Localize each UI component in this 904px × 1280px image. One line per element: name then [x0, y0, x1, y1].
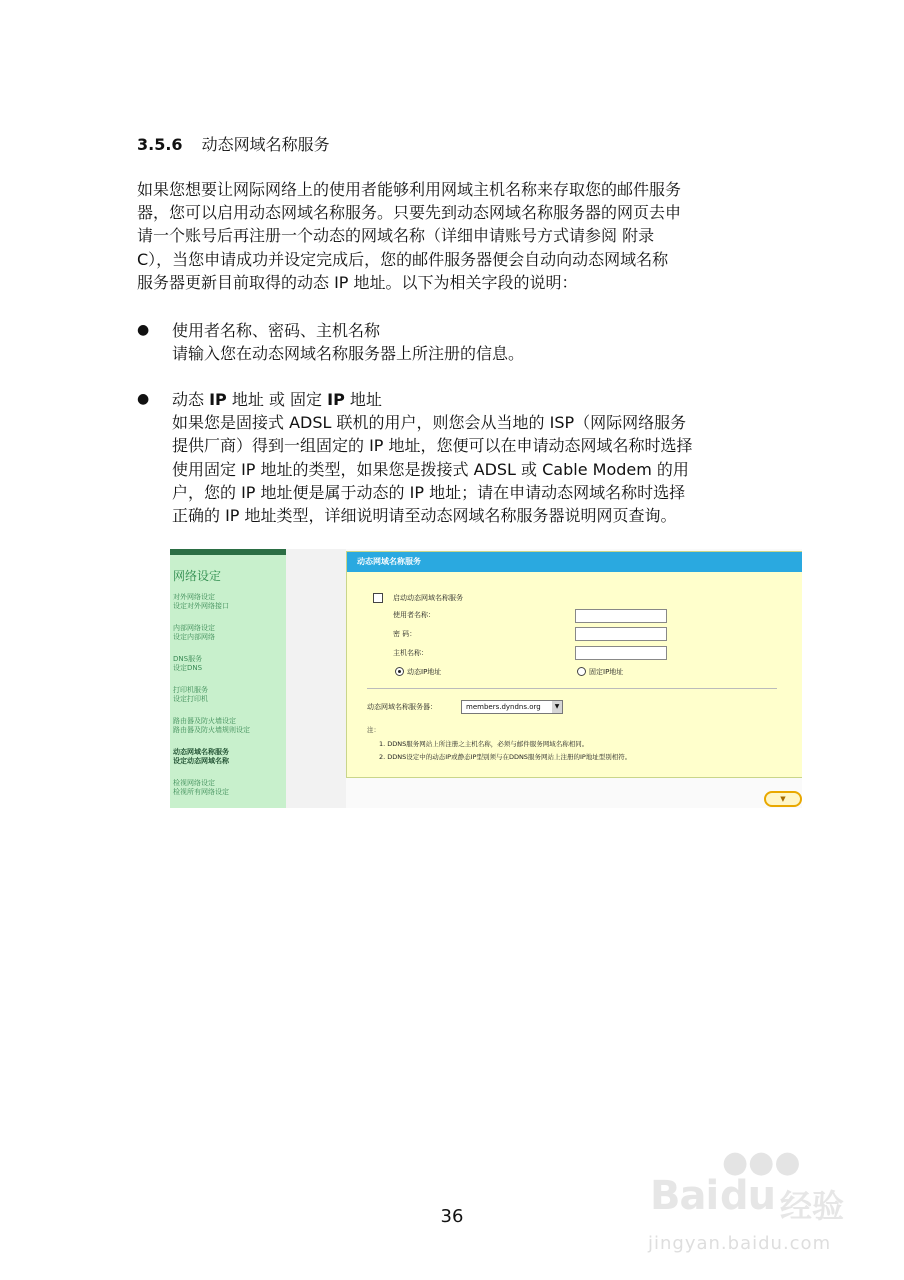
intro-line: 请一个账号后再注册一个动态的网域名称（详细申请账号方式请参阅 附录 — [137, 226, 655, 246]
sidebar-title: 网络设定 — [173, 569, 222, 583]
baidu-watermark — [640, 1145, 870, 1265]
settings-sidebar — [170, 549, 286, 808]
dynamic-ip-label: 动态IP地址 — [407, 668, 442, 676]
bullet-line: 如果您是固接式 ADSL 联机的用户，则您会从当地的 ISP（网际网络服务 — [172, 413, 687, 433]
bullet-line: 正确的 IP 地址类型，详细说明请至动态网域名称服务器说明网页查询。 — [172, 506, 677, 526]
section-title: 动态网域名称服务 — [201, 135, 330, 154]
sidebar-item-view[interactable]: 检视网络设定 检视所有网络设定 — [173, 779, 229, 796]
username-label: 使用者名称： — [393, 611, 435, 619]
intro-line: 器，您可以启用动态网域名称服务。只要先到动态网域名称服务器的网页去申 — [137, 203, 682, 223]
static-ip-radio[interactable] — [577, 667, 586, 676]
section-number: 3.5.6 — [137, 135, 183, 154]
content-gutter — [286, 549, 346, 808]
watermark-brand-paw: du — [720, 1173, 776, 1219]
hostname-label: 主机名称： — [393, 649, 428, 657]
sidebar-topbar — [170, 549, 286, 555]
enable-ddns-checkbox[interactable] — [373, 593, 383, 603]
bullet-title: 动态 IP 地址 或 固定 IP 地址 — [172, 390, 382, 409]
ddns-server-value: members.dyndns.org — [466, 703, 541, 711]
bullet-line: 户，您的 IP 地址便是属于动态的 IP 地址；请在申请动态网域名称时选择 — [172, 482, 686, 502]
hostname-input[interactable] — [575, 646, 667, 660]
bullet-title: 使用者名称、密码、主机名称 — [172, 321, 381, 340]
password-label: 密 码： — [393, 630, 417, 638]
enable-ddns-label: 启动动态网域名称服务 — [393, 594, 463, 602]
page-number: 36 — [440, 1206, 464, 1227]
server-label: 动态网域名称服务器： — [367, 703, 437, 711]
section-heading — [137, 132, 330, 155]
dynamic-ip-radio[interactable] — [395, 667, 404, 676]
bullet-line: 使用固定 IP 地址的类型，如果您是拨接式 ADSL 或 Cable Modem 的用 — [172, 459, 689, 479]
intro-paragraph — [137, 178, 777, 294]
ddns-server-select[interactable] — [461, 700, 563, 714]
note-2: 2. DDNS设定中的动态IP或静态IP型别须与在DDNS服务网站上注册的IP地址型别相符。 — [379, 753, 632, 761]
sidebar-item-printer[interactable]: 打印机服务 设定打印机 — [173, 686, 208, 703]
expand-chevron-button[interactable]: ▼ — [764, 791, 802, 807]
static-ip-label: 固定IP地址 — [589, 668, 624, 676]
sidebar-item-wan[interactable]: 对外网络设定 设定对外网络接口 — [173, 593, 229, 610]
ddns-panel — [346, 551, 802, 778]
divider — [367, 688, 777, 689]
ddns-settings-screenshot — [170, 549, 802, 808]
notes-label: 注： — [367, 726, 380, 734]
intro-line: 如果您想要让网际网络上的使用者能够利用网域主机名称来存取您的邮件服务 — [137, 180, 682, 199]
sidebar-item-firewall[interactable]: 路由器及防火墙设定 路由器及防火墙规则设定 — [173, 717, 250, 734]
sidebar-item-dns[interactable]: DNS服务 设定DNS — [173, 655, 203, 672]
note-1: 1. DDNS服务网站上所注册之主机名称，必须与邮件服务网域名称相同。 — [379, 740, 589, 748]
username-input[interactable] — [575, 609, 667, 623]
watermark-url: jingyan.baidu.com — [648, 1233, 832, 1254]
bullet-line: 提供厂商）得到一组固定的 IP 地址，您便可以在申请动态网域名称时选择 — [172, 436, 693, 456]
chevron-down-icon: ▼ — [552, 701, 562, 713]
watermark-brand: Bai — [650, 1173, 719, 1219]
sidebar-item-ddns[interactable]: 动态网域名称服务 设定动态网域名称 — [173, 748, 229, 765]
bullet-line: 请输入您在动态网域名称服务器上所注册的信息。 — [172, 344, 525, 364]
intro-line: 服务器更新目前取得的动态 IP 地址。以下为相关字段的说明： — [137, 272, 578, 292]
bullet-dot-icon: ● — [137, 391, 150, 407]
panel-header: 动态网域名称服务 — [347, 552, 802, 572]
sidebar-item-lan[interactable]: 内部网络设定 设定内部网络 — [173, 624, 215, 641]
watermark-brand-cn: 经验 — [780, 1187, 845, 1225]
password-input[interactable] — [575, 627, 667, 641]
bullet-dot-icon: ● — [137, 322, 150, 338]
intro-line: C），当您申请成功并设定完成后，您的邮件服务器便会自动向动态网域名称 — [137, 249, 669, 269]
paw-icon: ●●● — [722, 1145, 801, 1180]
